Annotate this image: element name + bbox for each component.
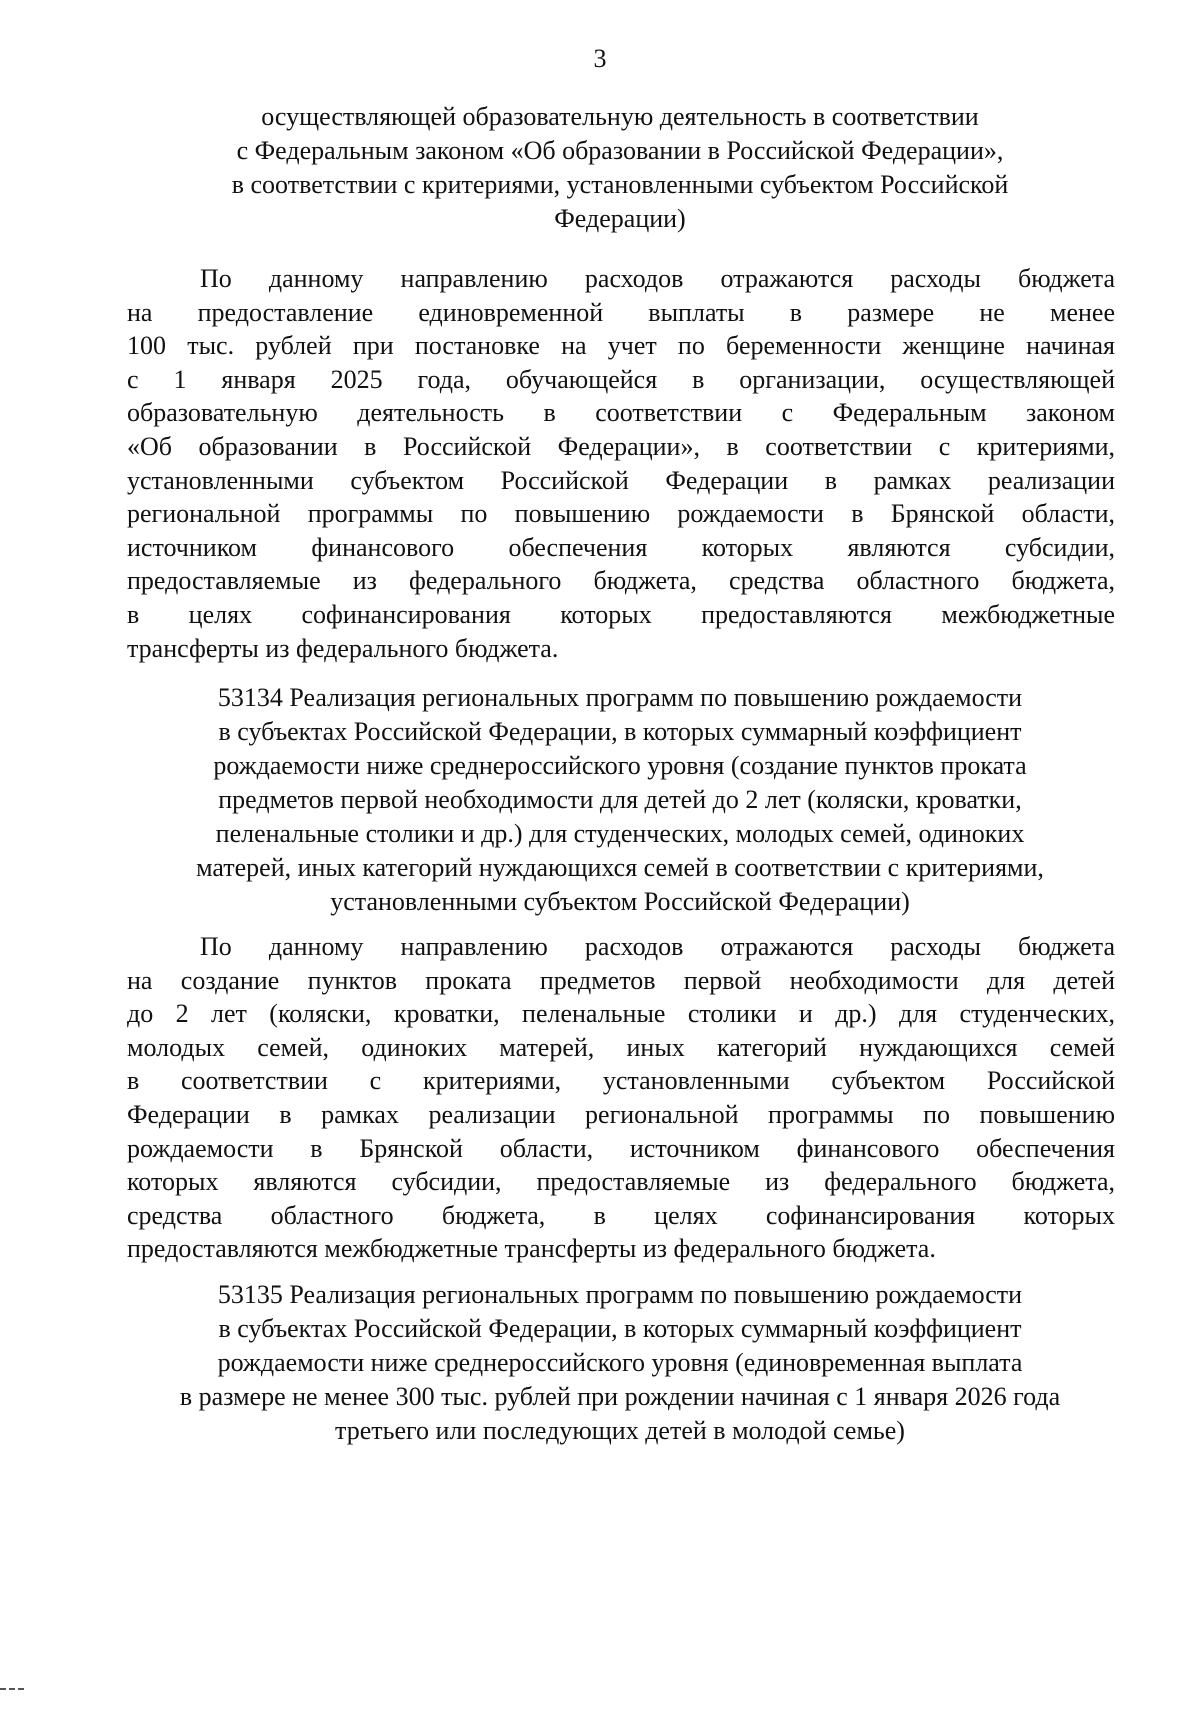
paragraph-line: По данному направлению расходов отражаются расходы бюджета — [200, 264, 1115, 293]
paragraph-line: 100 тыс. рублей при постановке на учет по беременности женщине начиная — [127, 331, 1115, 361]
paragraph-line: средства областного бюджета, в целях софинансирования которых — [127, 1200, 1115, 1230]
paragraph-line: на предоставление единовременной выплаты в размере не менее — [127, 297, 1115, 327]
section-heading-continuation — [140, 100, 1100, 236]
scan-edge-mark — [0, 1688, 24, 1692]
heading-line: предметов первой необходимости для детей до 2 лет (коляски, кроватки, — [218, 785, 1022, 814]
section-heading-53134 — [140, 681, 1100, 919]
paragraph-line: трансферты из федерального бюджета. — [127, 633, 559, 663]
heading-line: рождаемости ниже среднероссийского уровня (создание пунктов проката — [213, 751, 1027, 780]
paragraph-line: региональной программы по повышению рождаемости в Брянской области, — [127, 499, 1115, 529]
paragraph-line: источником финансового обеспечения которых являются субсидии, — [127, 532, 1115, 562]
paragraph-line: установленными субъектом Российской Федерации в рамках реализации — [127, 465, 1115, 495]
heading-line: в соответствии с критериями, установленными субъектом Российской — [231, 170, 1009, 199]
paragraph-line: в целях софинансирования которых предоставляются межбюджетные — [127, 599, 1115, 629]
paragraph-line: Федерации в рамках реализации региональной программы по повышению — [127, 1099, 1115, 1129]
paragraph-line: образовательную деятельность в соответствии с Федеральным законом — [127, 398, 1115, 428]
heading-line: 53134 Реализация региональных программ по повышению рождаемости — [217, 683, 1023, 712]
heading-line: в субъектах Российской Федерации, в которых суммарный коэффициент — [218, 1314, 1022, 1343]
heading-line: в субъектах Российской Федерации, в которых суммарный коэффициент — [218, 717, 1022, 746]
heading-line: рождаемости ниже среднероссийского уровня (единовременная выплата — [217, 1348, 1023, 1377]
heading-line: в размере не менее 300 тыс. рублей при рождении начиная с 1 января 2026 года — [179, 1382, 1061, 1411]
paragraph-line: в соответствии с критериями, установленными субъектом Российской — [127, 1066, 1115, 1096]
heading-line: установленными субъектом Российской Федерации) — [330, 887, 910, 916]
paragraph-line: «Об образовании в Российской Федерации», в соответствии с критериями, — [127, 431, 1115, 461]
paragraph-line: По данному направлению расходов отражаются расходы бюджета — [200, 932, 1115, 961]
section-heading-53135 — [140, 1278, 1100, 1448]
heading-line: матерей, иных категорий нуждающихся семей в соответствии с критериями, — [196, 853, 1044, 882]
paragraph-line: предоставляются межбюджетные трансферты из федерального бюджета. — [127, 1234, 936, 1264]
heading-line: пеленальные столики и др.) для студенческих, молодых семей, одиноких — [215, 819, 1025, 848]
body-paragraph-1 — [127, 262, 1115, 665]
heading-line: осуществляющей образовательную деятельность в соответствии — [261, 102, 979, 131]
paragraph-line: которых являются субсидии, предоставляемые из федерального бюджета, — [127, 1167, 1115, 1197]
paragraph-line: на создание пунктов проката предметов первой необходимости для детей — [127, 965, 1115, 995]
heading-line: 53135 Реализация региональных программ по повышению рождаемости — [217, 1280, 1023, 1309]
heading-line: с Федеральным законом «Об образовании в Российской Федерации», — [236, 136, 1004, 165]
paragraph-line: до 2 лет (коляски, кроватки, пеленальные столики и др.) для студенческих, — [127, 999, 1115, 1029]
heading-line: третьего или последующих детей в молодой семье) — [335, 1416, 905, 1445]
paragraph-line: рождаемости в Брянской области, источником финансового обеспечения — [127, 1133, 1115, 1163]
heading-line: Федерации) — [554, 204, 686, 233]
body-paragraph-2 — [127, 930, 1115, 1266]
paragraph-line: с 1 января 2025 года, обучающейся в организации, осуществляющей — [127, 364, 1115, 394]
paragraph-line: предоставляемые из федерального бюджета, средства областного бюджета, — [127, 566, 1115, 596]
page-number: 3 — [593, 44, 607, 73]
paragraph-line: молодых семей, одиноких матерей, иных категорий нуждающихся семей — [127, 1032, 1115, 1062]
